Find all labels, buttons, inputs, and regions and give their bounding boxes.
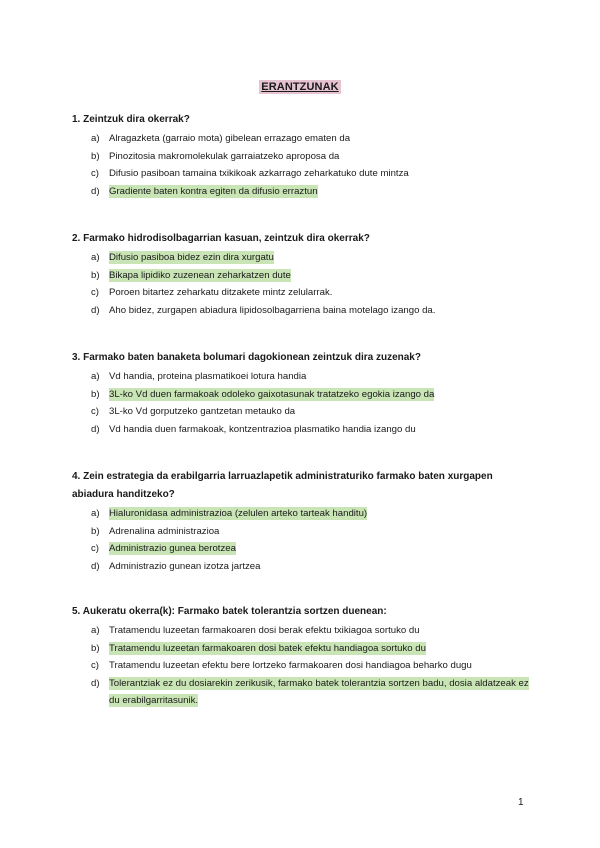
question-3 [72, 349, 532, 438]
option-text-highlighted: Gradiente baten kontra egiten da difusio erraztun [109, 185, 318, 197]
answer-option [72, 302, 532, 320]
answer-option [72, 403, 532, 421]
option-text: Poroen bitartez zeharkatu ditzakete mintz zelularrak. [109, 287, 333, 298]
question-text: 1. Zeintzuk dira okerrak? [72, 114, 190, 125]
question-4 [72, 468, 532, 575]
option-letter: a) [91, 252, 100, 263]
question-1 [72, 111, 532, 200]
page-number: 1 [518, 797, 524, 808]
answer-option [72, 148, 532, 166]
option-letter: b) [91, 525, 100, 537]
option-letter: c) [91, 287, 99, 298]
option-text: Aho bidez, zurgapen abiadura lipidosolbagarriena baina motelago izango da. [109, 304, 436, 316]
page-title: ERANTZUNAK [261, 81, 339, 93]
option-text-highlighted: Difusio pasiboa bidez ezin dira xurgatu [109, 252, 274, 263]
option-letter: a) [91, 625, 100, 636]
question-text: 4. Zein estrategia da erabilgarria larruazlapetik administraturiko farmako baten xurgapen abiadura handitzeko? [72, 471, 493, 500]
answer-option [72, 540, 532, 558]
option-text: Vd handia duen farmakoak, kontzentrazioa plasmatiko handia izango du [109, 423, 416, 435]
answer-option [72, 523, 532, 541]
answer-options [72, 505, 532, 575]
option-letter: c) [91, 543, 99, 554]
answer-option [72, 657, 532, 675]
answer-options [72, 368, 532, 438]
option-text-highlighted: 3L-ko Vd duen farmakoak odoleko gaixotasunak tratatzeko egokia izango da [109, 388, 435, 400]
answer-option [72, 505, 532, 523]
answer-option [72, 183, 532, 201]
option-text-highlighted: Hialuronidasa administrazioa (zelulen arteko tarteak handitu) [109, 508, 368, 519]
answer-option [72, 130, 532, 148]
answer-option [72, 622, 532, 640]
option-letter: d) [91, 423, 100, 435]
option-letter: a) [91, 133, 100, 144]
option-letter: d) [91, 185, 100, 197]
answer-option [72, 249, 532, 267]
option-text: Tratamendu luzeetan farmakoaren dosi berak efektu txikiagoa sortuko du [109, 625, 420, 636]
question-text: 5. Aukeratu okerra(k): Farmako batek tolerantzia sortzen duenean: [72, 606, 387, 617]
question-2 [72, 230, 532, 319]
option-letter: a) [91, 508, 100, 519]
option-text: Pinozitosia makromolekulak garraiatzeko aproposa da [109, 150, 340, 162]
option-text-highlighted: Bikapa lipidiko zuzenean zeharkatzen dute [109, 269, 291, 281]
question-text: 2. Farmako hidrodisolbagarrian kasuan, zeintzuk dira okerrak? [72, 233, 370, 244]
option-text: Adrenalina administrazioa [109, 525, 220, 537]
option-letter: a) [91, 371, 100, 382]
answer-option [72, 165, 532, 183]
option-text-highlighted: Administrazio gunea berotzea [109, 543, 236, 554]
option-text: Vd handia, proteina plasmatikoei lotura handia [109, 371, 307, 382]
question-5 [72, 603, 532, 710]
option-letter: b) [91, 388, 100, 400]
option-letter: d) [91, 560, 100, 572]
answer-option [72, 675, 532, 710]
option-text-highlighted: Tratamendu luzeetan farmakoaren dosi batek efektu handiagoa sortuko du [109, 642, 426, 654]
option-letter: b) [91, 150, 100, 162]
option-letter: d) [91, 304, 100, 316]
option-text: Difusio pasiboan tamaina txikikoak azkarrago zeharkatuko dute mintza [109, 168, 409, 179]
option-text: 3L-ko Vd gorputzeko gantzetan metauko da [109, 406, 296, 417]
option-letter: c) [91, 660, 99, 671]
answer-options [72, 622, 532, 710]
option-letter: d) [91, 677, 100, 689]
answer-option [72, 267, 532, 285]
option-text: Tratamendu luzeetan efektu bere lortzeko farmakoaren dosi handiagoa beharko dugu [109, 660, 472, 671]
answer-option [72, 421, 532, 439]
answer-options [72, 249, 532, 319]
question-text: 3. Farmako baten banaketa bolumari dagokionean zeintzuk dira zuzenak? [72, 352, 421, 363]
option-text: Alragazketa (garraio mota) gibelean errazago ematen da [109, 133, 351, 144]
answer-option [72, 284, 532, 302]
option-letter: b) [91, 642, 100, 654]
option-text: Administrazio gunean izotza jartzea [109, 560, 261, 572]
option-letter: c) [91, 168, 99, 179]
answer-option [72, 640, 532, 658]
answer-option [72, 386, 532, 404]
option-letter: c) [91, 406, 99, 417]
answer-option [72, 368, 532, 386]
answer-options [72, 130, 532, 200]
option-letter: b) [91, 269, 100, 281]
option-text-highlighted: Tolerantziak ez du dosiarekin zerikusik, farmako batek tolerantzia sortzen badu, dosia aldatzeak ez du erabilgarritasunik. [109, 677, 529, 706]
answer-option [72, 558, 532, 576]
page-title-container [0, 77, 600, 95]
